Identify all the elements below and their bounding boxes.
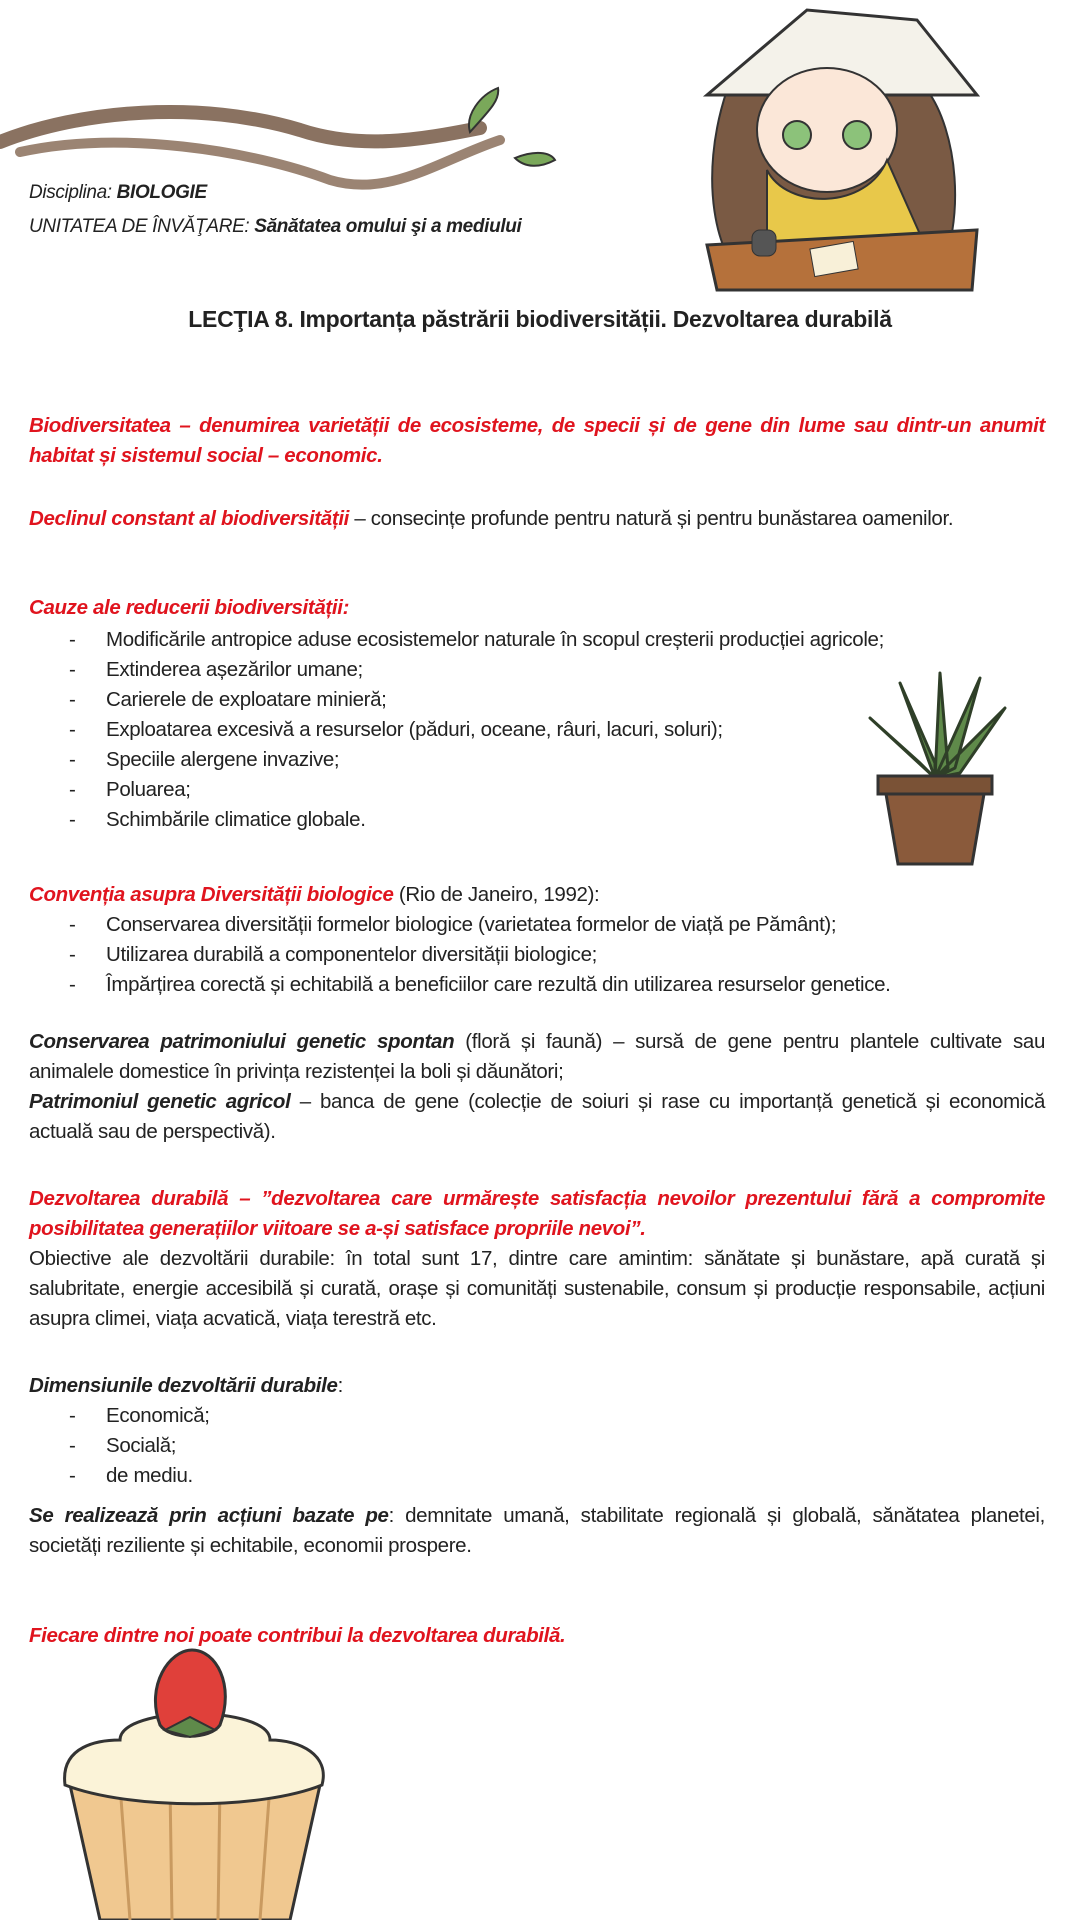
potted-plant-illustration: [860, 668, 1010, 868]
cause-item: - Extinderea așezărilor umane;: [29, 655, 1045, 685]
cause-item: - Schimbările climatice globale.: [29, 805, 1045, 835]
sustainable-objectives: Obiective ale dezvoltării durabile: în total sunt 17, dintre care amintim: sănătate și bunăstare, apă curată și salubritate, energie accesibilă și curată, orașe și comunități sustenabile, consum și producție responsabile, acțiuni asupra climei, viața acvatică, viața terestră etc.: [29, 1247, 1045, 1330]
convention-item: - Conservarea diversității formelor biologice (varietatea formelor de viață pe Pământ);: [29, 910, 1045, 940]
cause-item: - Poluarea;: [29, 775, 1045, 805]
convention-item: - Împărțirea corectă și echitabilă a beneficiilor care rezultă din utilizarea resurselor genetice.: [29, 970, 1045, 1000]
sustainable-definition: Dezvoltarea durabilă – ”dezvoltarea care urmărește satisfacția nevoilor prezentului fără a compromite posibilitatea generațiilor viitoare se a-și satisface propriile nevoi”.: [29, 1187, 1045, 1240]
biodiversity-definition: Biodiversitatea – denumirea varietății de ecosisteme, de specii și de gene din lume sau dintr-un anumit habitat și sistemul social – economic.: [29, 414, 1045, 467]
discipline-line: Disciplina: BIOLOGIE: [29, 182, 207, 203]
actions-paragraph: Se realizează prin acțiuni bazate pe: demnitate umană, stabilitate regională și globală, sănătatea planetei, societăți reziliente și echitabile, economii prospere.: [29, 1504, 1045, 1557]
cupcake-illustration: [60, 1645, 330, 1920]
cause-item: - Carierele de exploatare minieră;: [29, 685, 1045, 715]
dimension-item: - Socială;: [29, 1431, 1045, 1461]
conservation-paragraph: Conservarea patrimoniului genetic spontan (floră și faună) – sursă de gene pentru plantele cultivate sau animalele domestice în privința rezistenței la boli și dăunători; Patrimoniul genetic agricol – banca de gene (colecție de soiuri și rase cu importanță genetică și economică actuală sau de perspectivă).: [29, 1030, 1046, 1143]
cause-item: - Exploatarea excesivă a resurselor (păduri, oceane, râuri, lacuri, soluri);: [29, 715, 1045, 745]
convention-section: [29, 880, 1045, 1000]
convention-heading: Convenția asupra Diversității biologice (Rio de Janeiro, 1992):: [29, 883, 600, 906]
decline-paragraph: Declinul constant al biodiversității – consecințe profunde pentru natură și pentru bunăstarea oamenilor.: [29, 507, 954, 530]
causes-heading: Cauze ale reducerii biodiversității:: [29, 596, 350, 619]
lesson-title: LECŢIA 8. Importanța păstrării biodiversității. Dezvoltarea durabilă: [188, 306, 892, 332]
cause-item: - Speciile alergene invazive;: [29, 745, 1045, 775]
unit-line: UNITATEA DE ÎNVĂŢARE: Sănătatea omului şi a mediului: [29, 216, 522, 237]
dimensions-section: Dimensiunile dezvoltării durabile: - Economică; - Socială; - de mediu.: [29, 1371, 1045, 1491]
student-girl-illustration: [687, 0, 987, 300]
dimension-item: - Economică;: [29, 1401, 1045, 1431]
cause-item: - Modificările antropice aduse ecosistemelor naturale în scopul creșterii producției agricole;: [29, 625, 1045, 655]
closing-statement: Fiecare dintre noi poate contribui la dezvoltarea durabilă.: [29, 1624, 566, 1647]
convention-item: - Utilizarea durabilă a componentelor diversității biologice;: [29, 940, 1045, 970]
dimension-item: - de mediu.: [29, 1461, 1045, 1491]
